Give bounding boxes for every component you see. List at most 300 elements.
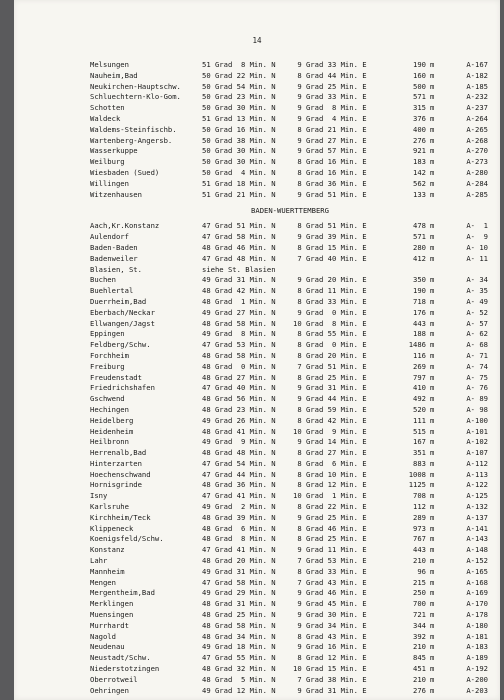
longitude: 9 Grad 8 Min. E [293,103,367,113]
station-name: Lahr [90,556,108,566]
altitude-unit: m [430,469,435,479]
altitude-unit: m [430,189,435,199]
station-name: Heidenheim [90,426,134,436]
altitude-unit: m [430,157,435,167]
altitude: 708 [413,491,426,501]
station-name: Niederstotzingen [90,664,160,674]
station-name: Waldems-Steinfischb. [90,124,177,134]
longitude: 8 Grad 12 Min. E [293,480,367,490]
table-row [90,103,490,114]
table-row [90,351,490,362]
station-code: A-181 [466,631,488,641]
table-row [90,146,490,157]
table-row [90,286,490,297]
table-row [90,319,490,330]
station-name: Waldeck [90,113,121,123]
latitude: 50 Grad 23 Min. N [202,92,276,102]
altitude-unit: m [430,534,435,544]
table-row [90,610,490,621]
table-row [90,480,490,491]
station-name: Duerrheim,Bad [90,296,147,306]
latitude: 47 Grad 51 Min. N [202,221,276,231]
altitude: 492 [413,394,426,404]
altitude-unit: m [430,653,435,663]
station-code: A- 9 [466,232,488,242]
table-row [90,427,490,438]
table-row [90,394,490,405]
section-heading: BADEN-WUERTTEMBERG [251,206,329,216]
altitude: 250 [413,588,426,598]
altitude-unit: m [430,642,435,652]
altitude-unit: m [430,70,435,80]
latitude: 47 Grad 44 Min. N [202,469,276,479]
altitude: 280 [413,242,426,252]
station-code: A-125 [466,491,488,501]
station-code: A-102 [466,437,488,447]
longitude: 7 Grad 40 Min. E [293,253,367,263]
altitude: 443 [413,318,426,328]
altitude: 1486 [408,340,426,350]
altitude: 116 [413,350,426,360]
altitude: 315 [413,103,426,113]
table-row [90,588,490,599]
table-row [90,416,490,427]
table-row [90,632,490,643]
station-name: Heidelberg [90,415,134,425]
station-code: A- 52 [466,307,488,317]
altitude-unit: m [430,275,435,285]
station-name: Buehlertal [90,286,134,296]
longitude: 8 Grad 33 Min. E [293,296,367,306]
latitude: 48 Grad 58 Min. N [202,318,276,328]
longitude: 8 Grad 46 Min. E [293,523,367,533]
altitude-unit: m [430,556,435,566]
altitude: 451 [413,664,426,674]
altitude-unit: m [430,502,435,512]
latitude: 48 Grad 23 Min. N [202,404,276,414]
station-code: A- 71 [466,350,488,360]
altitude-unit: m [430,674,435,684]
longitude: 9 Grad 31 Min. E [293,383,367,393]
station-name: Hechingen [90,404,129,414]
latitude: 47 Grad 41 Min. N [202,545,276,555]
altitude-unit: m [430,588,435,598]
station-code: A-168 [466,577,488,587]
station-code: A- 35 [466,286,488,296]
latitude: 48 Grad 25 Min. N [202,610,276,620]
altitude-unit: m [430,113,435,123]
station-name: Nauheim,Bad [90,70,138,80]
station-name: Oberrotweil [90,674,138,684]
altitude: 500 [413,81,426,91]
altitude: 1008 [408,469,426,479]
table-row [90,556,490,567]
altitude: 133 [413,189,426,199]
altitude-unit: m [430,296,435,306]
longitude: 8 Grad 0 Min. E [293,340,367,350]
table-row [90,470,490,481]
station-name: Feldberg/Schw. [90,340,151,350]
station-code: A-122 [466,480,488,490]
station-code: A- 49 [466,296,488,306]
altitude: 210 [413,556,426,566]
altitude: 718 [413,296,426,306]
longitude: 7 Grad 38 Min. E [293,674,367,684]
station-code: A-101 [466,426,488,436]
altitude: 376 [413,113,426,123]
latitude: 48 Grad 58 Min. N [202,350,276,360]
latitude: 48 Grad 27 Min. N [202,372,276,382]
station-code: A-285 [466,189,488,199]
table-row [90,297,490,308]
station-name: Hornisgrinde [90,480,142,490]
station-name: Nagold [90,631,116,641]
altitude-unit: m [430,135,435,145]
station-name: Wasserkuppe [90,146,138,156]
latitude: 49 Grad 27 Min. N [202,307,276,317]
latitude: 48 Grad 20 Min. N [202,556,276,566]
longitude: 9 Grad 14 Min. E [293,437,367,447]
station-code: A-200 [466,674,488,684]
station-name: Friedrichshafen [90,383,155,393]
altitude-unit: m [430,167,435,177]
table-row [90,459,490,470]
altitude-unit: m [430,361,435,371]
altitude: 921 [413,146,426,156]
altitude: 160 [413,70,426,80]
latitude: 47 Grad 48 Min. N [202,253,276,263]
latitude: 47 Grad 54 Min. N [202,458,276,468]
altitude: 767 [413,534,426,544]
longitude: 8 Grad 15 Min. E [293,242,367,252]
longitude: 10 Grad 1 Min. E [293,491,367,501]
latitude: 48 Grad 6 Min. N [202,523,276,533]
table-row [90,221,490,232]
station-code: A- 11 [466,253,488,263]
altitude: 210 [413,674,426,684]
altitude-unit: m [430,242,435,252]
altitude-unit: m [430,437,435,447]
altitude: 797 [413,372,426,382]
table-row [90,664,490,675]
altitude-unit: m [430,566,435,576]
longitude: 9 Grad 4 Min. E [293,113,367,123]
altitude-unit: m [430,318,435,328]
altitude-unit: m [430,685,435,695]
latitude: 50 Grad 4 Min. N [202,167,276,177]
station-code: A- 98 [466,404,488,414]
longitude: 9 Grad 33 Min. E [293,60,367,69]
table-row [90,383,490,394]
longitude: 8 Grad 11 Min. E [293,286,367,296]
altitude: 973 [413,523,426,533]
longitude: 10 Grad 15 Min. E [293,664,367,674]
latitude: 48 Grad 39 Min. N [202,512,276,522]
station-name: Neudenau [90,642,125,652]
altitude: 845 [413,653,426,663]
longitude: 8 Grad 27 Min. E [293,448,367,458]
table-row [90,405,490,416]
station-code: A-268 [466,135,488,145]
longitude: 8 Grad 33 Min. E [293,566,367,576]
altitude: 350 [413,275,426,285]
longitude: 9 Grad 20 Min. E [293,275,367,285]
altitude-unit: m [430,599,435,609]
latitude: 48 Grad 32 Min. N [202,664,276,674]
station-group-hessen [90,60,490,200]
station-code: A-137 [466,512,488,522]
longitude: 9 Grad 46 Min. E [293,588,367,598]
longitude: 8 Grad 59 Min. E [293,404,367,414]
station-table [90,60,490,696]
longitude: 9 Grad 0 Min. E [293,307,367,317]
latitude: 49 Grad 26 Min. N [202,415,276,425]
altitude-unit: m [430,480,435,490]
table-row [90,125,490,136]
altitude: 190 [413,286,426,296]
longitude: 8 Grad 10 Min. E [293,469,367,479]
longitude: 9 Grad 34 Min. E [293,620,367,630]
latitude: 50 Grad 16 Min. N [202,124,276,134]
station-group-baden-wuerttemberg [90,221,490,696]
altitude: 215 [413,577,426,587]
altitude: 276 [413,685,426,695]
altitude: 1125 [408,480,426,490]
latitude: 51 Grad 21 Min. N [202,189,276,199]
station-name: Baden-Baden [90,242,138,252]
altitude: 571 [413,232,426,242]
table-row [90,373,490,384]
station-name: Eberbach/Neckar [90,307,155,317]
longitude: 9 Grad 25 Min. E [293,81,367,91]
longitude: 7 Grad 51 Min. E [293,361,367,371]
table-row [90,114,490,125]
altitude-unit: m [430,253,435,263]
station-name: Heilbronn [90,437,129,447]
station-code: A-148 [466,545,488,555]
altitude-unit: m [430,81,435,91]
altitude-unit: m [430,426,435,436]
latitude: 48 Grad 41 Min. N [202,426,276,436]
latitude: 49 Grad 18 Min. N [202,642,276,652]
station-name: Isny [90,491,108,501]
table-row [90,578,490,589]
latitude: 48 Grad 5 Min. N [202,674,276,684]
longitude: 8 Grad 16 Min. E [293,157,367,167]
latitude: 48 Grad 1 Min. N [202,296,276,306]
table-row [90,190,490,201]
station-name: Karlsruhe [90,502,129,512]
latitude: 51 Grad 8 Min. N [202,60,276,69]
altitude: 167 [413,437,426,447]
table-row [90,82,490,93]
latitude: 48 Grad 8 Min. N [202,534,276,544]
table-row [90,534,490,545]
station-name: Blasien, St. [90,264,142,274]
table-row [90,60,490,71]
station-name: Willingen [90,178,129,188]
table-row [90,243,490,254]
altitude: 351 [413,448,426,458]
latitude: 48 Grad 56 Min. N [202,394,276,404]
table-row [90,157,490,168]
altitude: 276 [413,135,426,145]
table-row [90,567,490,578]
altitude: 210 [413,642,426,652]
station-name: Neukirchen-Hauptschw. [90,81,181,91]
longitude: 10 Grad 8 Min. E [293,318,367,328]
station-name: Forchheim [90,350,129,360]
altitude: 571 [413,92,426,102]
table-row [90,642,490,653]
altitude: 289 [413,512,426,522]
altitude-unit: m [430,350,435,360]
altitude: 443 [413,545,426,555]
longitude: 8 Grad 43 Min. E [293,631,367,641]
table-row [90,513,490,524]
altitude-unit: m [430,286,435,296]
altitude-unit: m [430,512,435,522]
station-code: A- 57 [466,318,488,328]
altitude-unit: m [430,545,435,555]
longitude: 8 Grad 6 Min. E [293,458,367,468]
station-name: Melsungen [90,60,129,69]
longitude: 9 Grad 11 Min. E [293,545,367,555]
station-code: A-182 [466,70,488,80]
altitude: 176 [413,307,426,317]
table-row [90,232,490,243]
station-code: A-185 [466,81,488,91]
station-name: Buchen [90,275,116,285]
altitude-unit: m [430,92,435,102]
altitude: 392 [413,631,426,641]
longitude: 8 Grad 16 Min. E [293,167,367,177]
table-row [90,599,490,610]
altitude-unit: m [430,221,435,231]
longitude: 9 Grad 27 Min. E [293,135,367,145]
latitude: 47 Grad 55 Min. N [202,653,276,663]
station-name: Koenigsfeld/Schw. [90,534,164,544]
table-row [90,265,490,276]
station-code: A-192 [466,664,488,674]
station-name: Ellwangen/Jagst [90,318,155,328]
table-row [90,502,490,513]
station-name: Neustadt/Schw. [90,653,151,663]
station-code: A- 62 [466,329,488,339]
station-code: A-189 [466,653,488,663]
station-code: A-141 [466,523,488,533]
station-code: A-152 [466,556,488,566]
altitude-unit: m [430,383,435,393]
longitude: 8 Grad 12 Min. E [293,653,367,663]
station-name: Oehringen [90,685,129,695]
altitude: 96 [417,566,426,576]
longitude: 7 Grad 43 Min. E [293,577,367,587]
station-code: A-143 [466,534,488,544]
station-code: A-183 [466,642,488,652]
latitude: 49 Grad 12 Min. N [202,685,276,695]
latitude: 48 Grad 48 Min. N [202,448,276,458]
station-code: A-232 [466,92,488,102]
table-row [90,437,490,448]
station-code: A-100 [466,415,488,425]
altitude-unit: m [430,372,435,382]
table-row [90,275,490,286]
latitude: 49 Grad 29 Min. N [202,588,276,598]
altitude: 412 [413,253,426,263]
altitude: 183 [413,157,426,167]
longitude: 9 Grad 39 Min. E [293,232,367,242]
latitude: 48 Grad 0 Min. N [202,361,276,371]
latitude: 48 Grad 46 Min. N [202,242,276,252]
table-row [90,329,490,340]
altitude-unit: m [430,60,435,69]
station-name: Murrhardt [90,620,129,630]
station-name: Hoechenschwand [90,469,151,479]
station-name: Badenweiler [90,253,138,263]
page-number: 14 [252,36,262,45]
altitude: 269 [413,361,426,371]
longitude: 9 Grad 16 Min. E [293,642,367,652]
altitude-unit: m [430,329,435,339]
station-code: A- 68 [466,340,488,350]
latitude: 47 Grad 58 Min. N [202,577,276,587]
station-name: Eppingen [90,329,125,339]
latitude: 51 Grad 18 Min. N [202,178,276,188]
altitude-unit: m [430,340,435,350]
table-row [90,136,490,147]
altitude: 883 [413,458,426,468]
latitude: 50 Grad 54 Min. N [202,81,276,91]
table-row [90,545,490,556]
altitude-unit: m [430,458,435,468]
longitude: 8 Grad 22 Min. E [293,502,367,512]
table-row [90,254,490,265]
latitude: 47 Grad 40 Min. N [202,383,276,393]
station-name: Mergentheim,Bad [90,588,155,598]
altitude-unit: m [430,307,435,317]
table-row [90,179,490,190]
altitude-unit: m [430,610,435,620]
station-name: Mannheim [90,566,125,576]
station-code: A- 1 [466,221,488,231]
longitude: 9 Grad 31 Min. E [293,685,367,695]
longitude: 8 Grad 51 Min. E [293,221,367,231]
station-code: A-170 [466,599,488,609]
altitude: 562 [413,178,426,188]
latitude: 50 Grad 38 Min. N [202,135,276,145]
altitude: 700 [413,599,426,609]
altitude: 142 [413,167,426,177]
station-name: Schluechtern-Klo-Gom. [90,92,181,102]
latitude: 47 Grad 53 Min. N [202,340,276,350]
latitude: 50 Grad 30 Min. N [202,146,276,156]
table-row [90,308,490,319]
station-name: Muensingen [90,610,134,620]
altitude-unit: m [430,448,435,458]
altitude-unit: m [430,631,435,641]
table-row [90,491,490,502]
station-code: A-132 [466,502,488,512]
latitude: 51 Grad 13 Min. N [202,113,276,123]
latitude: 49 Grad 2 Min. N [202,502,276,512]
latitude: 48 Grad 42 Min. N [202,286,276,296]
station-code: A-203 [466,685,488,695]
station-code: A-165 [466,566,488,576]
station-name: Aulendorf [90,232,129,242]
station-code: A-270 [466,146,488,156]
altitude: 410 [413,383,426,393]
